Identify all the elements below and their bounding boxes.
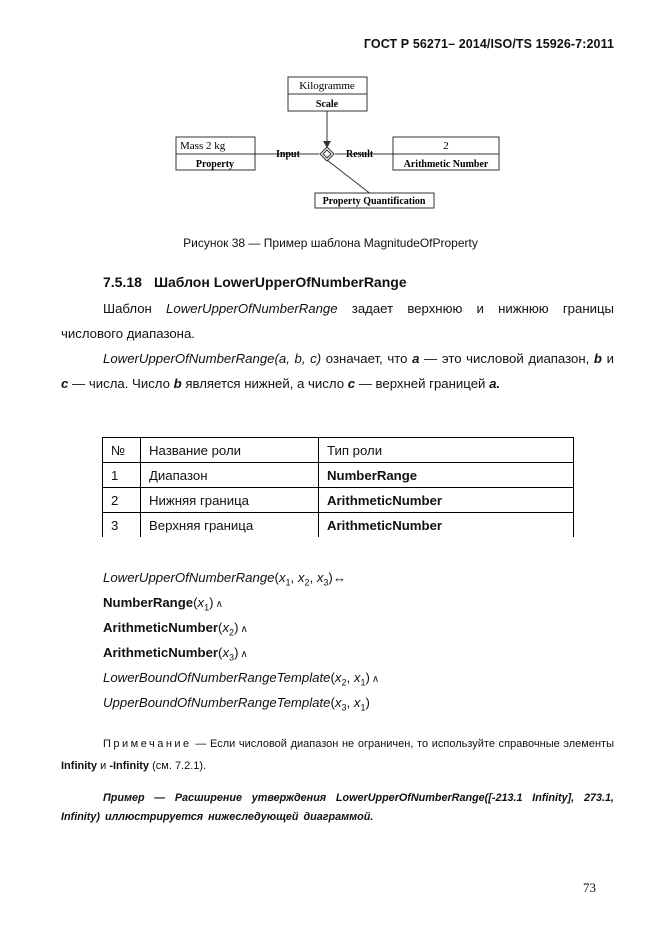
template-expression: LowerUpperOfNumberRange(a, b, c)	[103, 351, 322, 366]
example-text: Пример — Расширение утверждения LowerUpperOfNumberRange([-213.1 Infinity], 273.1, Infinity) иллюстрируется нижеследующей диаграммой.	[61, 792, 614, 823]
table-cell: Нижняя граница	[141, 488, 319, 513]
section-heading	[103, 274, 407, 290]
section-title: Шаблон LowerUpperOfNumberRange	[153, 274, 407, 290]
table-cell: NumberRange	[319, 463, 574, 488]
scale-top-text: Kilogramme	[299, 80, 355, 92]
paragraph-2: LowerUpperOfNumberRange(a, b, c) означает, что a — это числовой диапазон, b и c — числа. Число b является нижней, а число c — верхней границей a.	[61, 351, 614, 391]
table-header-cell: №	[103, 438, 141, 463]
formula-line-1: $LowerUpperOfNumberRange(x_1$, $x_2$, $x_3)\leftrightarrow$	[103, 570, 347, 588]
property-top-text: Mass 2 kg	[180, 140, 226, 152]
table-row	[103, 513, 574, 538]
template-diagram	[0, 0, 661, 230]
table-cell: 1	[103, 463, 141, 488]
table-cell: 2	[103, 488, 141, 513]
number-bottom-text: Arithmetic Number	[403, 159, 489, 170]
table-cell: Диапазон	[141, 463, 319, 488]
figure-caption: Рисунок 38 — Пример шаблона MagnitudeOfProperty	[183, 236, 478, 250]
result-label: Result	[346, 149, 374, 160]
paragraph-1: Шаблон LowerUpperOfNumberRange задает верхнюю и нижнюю границы числового диапазона.	[61, 301, 614, 341]
property-bottom-text: Property	[195, 159, 235, 170]
scale-bottom-text: Scale	[315, 99, 339, 110]
formula-line-3: $ArithmeticNumber(x_2)$ ∧	[103, 620, 248, 638]
table-row	[103, 488, 574, 513]
table-header-cell: Тип роли	[319, 438, 574, 463]
page-number: 73	[583, 880, 596, 895]
table-cell: ArithmeticNumber	[319, 513, 574, 538]
table-cell: 3	[103, 513, 141, 538]
table-header-row	[103, 438, 574, 463]
roles-table	[102, 437, 574, 537]
template-name: LowerUpperOfNumberRange	[166, 301, 338, 316]
table-row	[103, 463, 574, 488]
formula-line-5: $LowerBoundOfNumberRangeTemplate(x_2$, $x_1$) ∧	[103, 670, 380, 688]
formula-line-6: $UpperBoundOfNumberRangeTemplate(x_3$, $x_1$)	[103, 695, 370, 713]
section-number: 7.5.18	[103, 274, 142, 290]
table-header-cell: Название роли	[141, 438, 319, 463]
table-cell: Верхняя граница	[141, 513, 319, 538]
document-header: ГОСТ Р 56271– 2014/ISO/TS 15926-7:2011	[363, 37, 614, 51]
formula-line-2: $NumberRange(x_1)$ ∧	[103, 595, 223, 613]
quantification-text: Property Quantification	[322, 196, 426, 207]
number-top-text: 2	[443, 140, 449, 152]
formula-line-4: $ArithmeticNumber(x_3)$ ∧	[103, 645, 248, 663]
input-label: Input	[276, 149, 300, 160]
note: Примечание — Если числовой диапазон не ограничен, то используйте справочные элементы Infinity и -Infinity (см. 7.2.1).	[61, 738, 614, 772]
table-cell: ArithmeticNumber	[319, 488, 574, 513]
note-label: Примечание	[103, 738, 192, 750]
